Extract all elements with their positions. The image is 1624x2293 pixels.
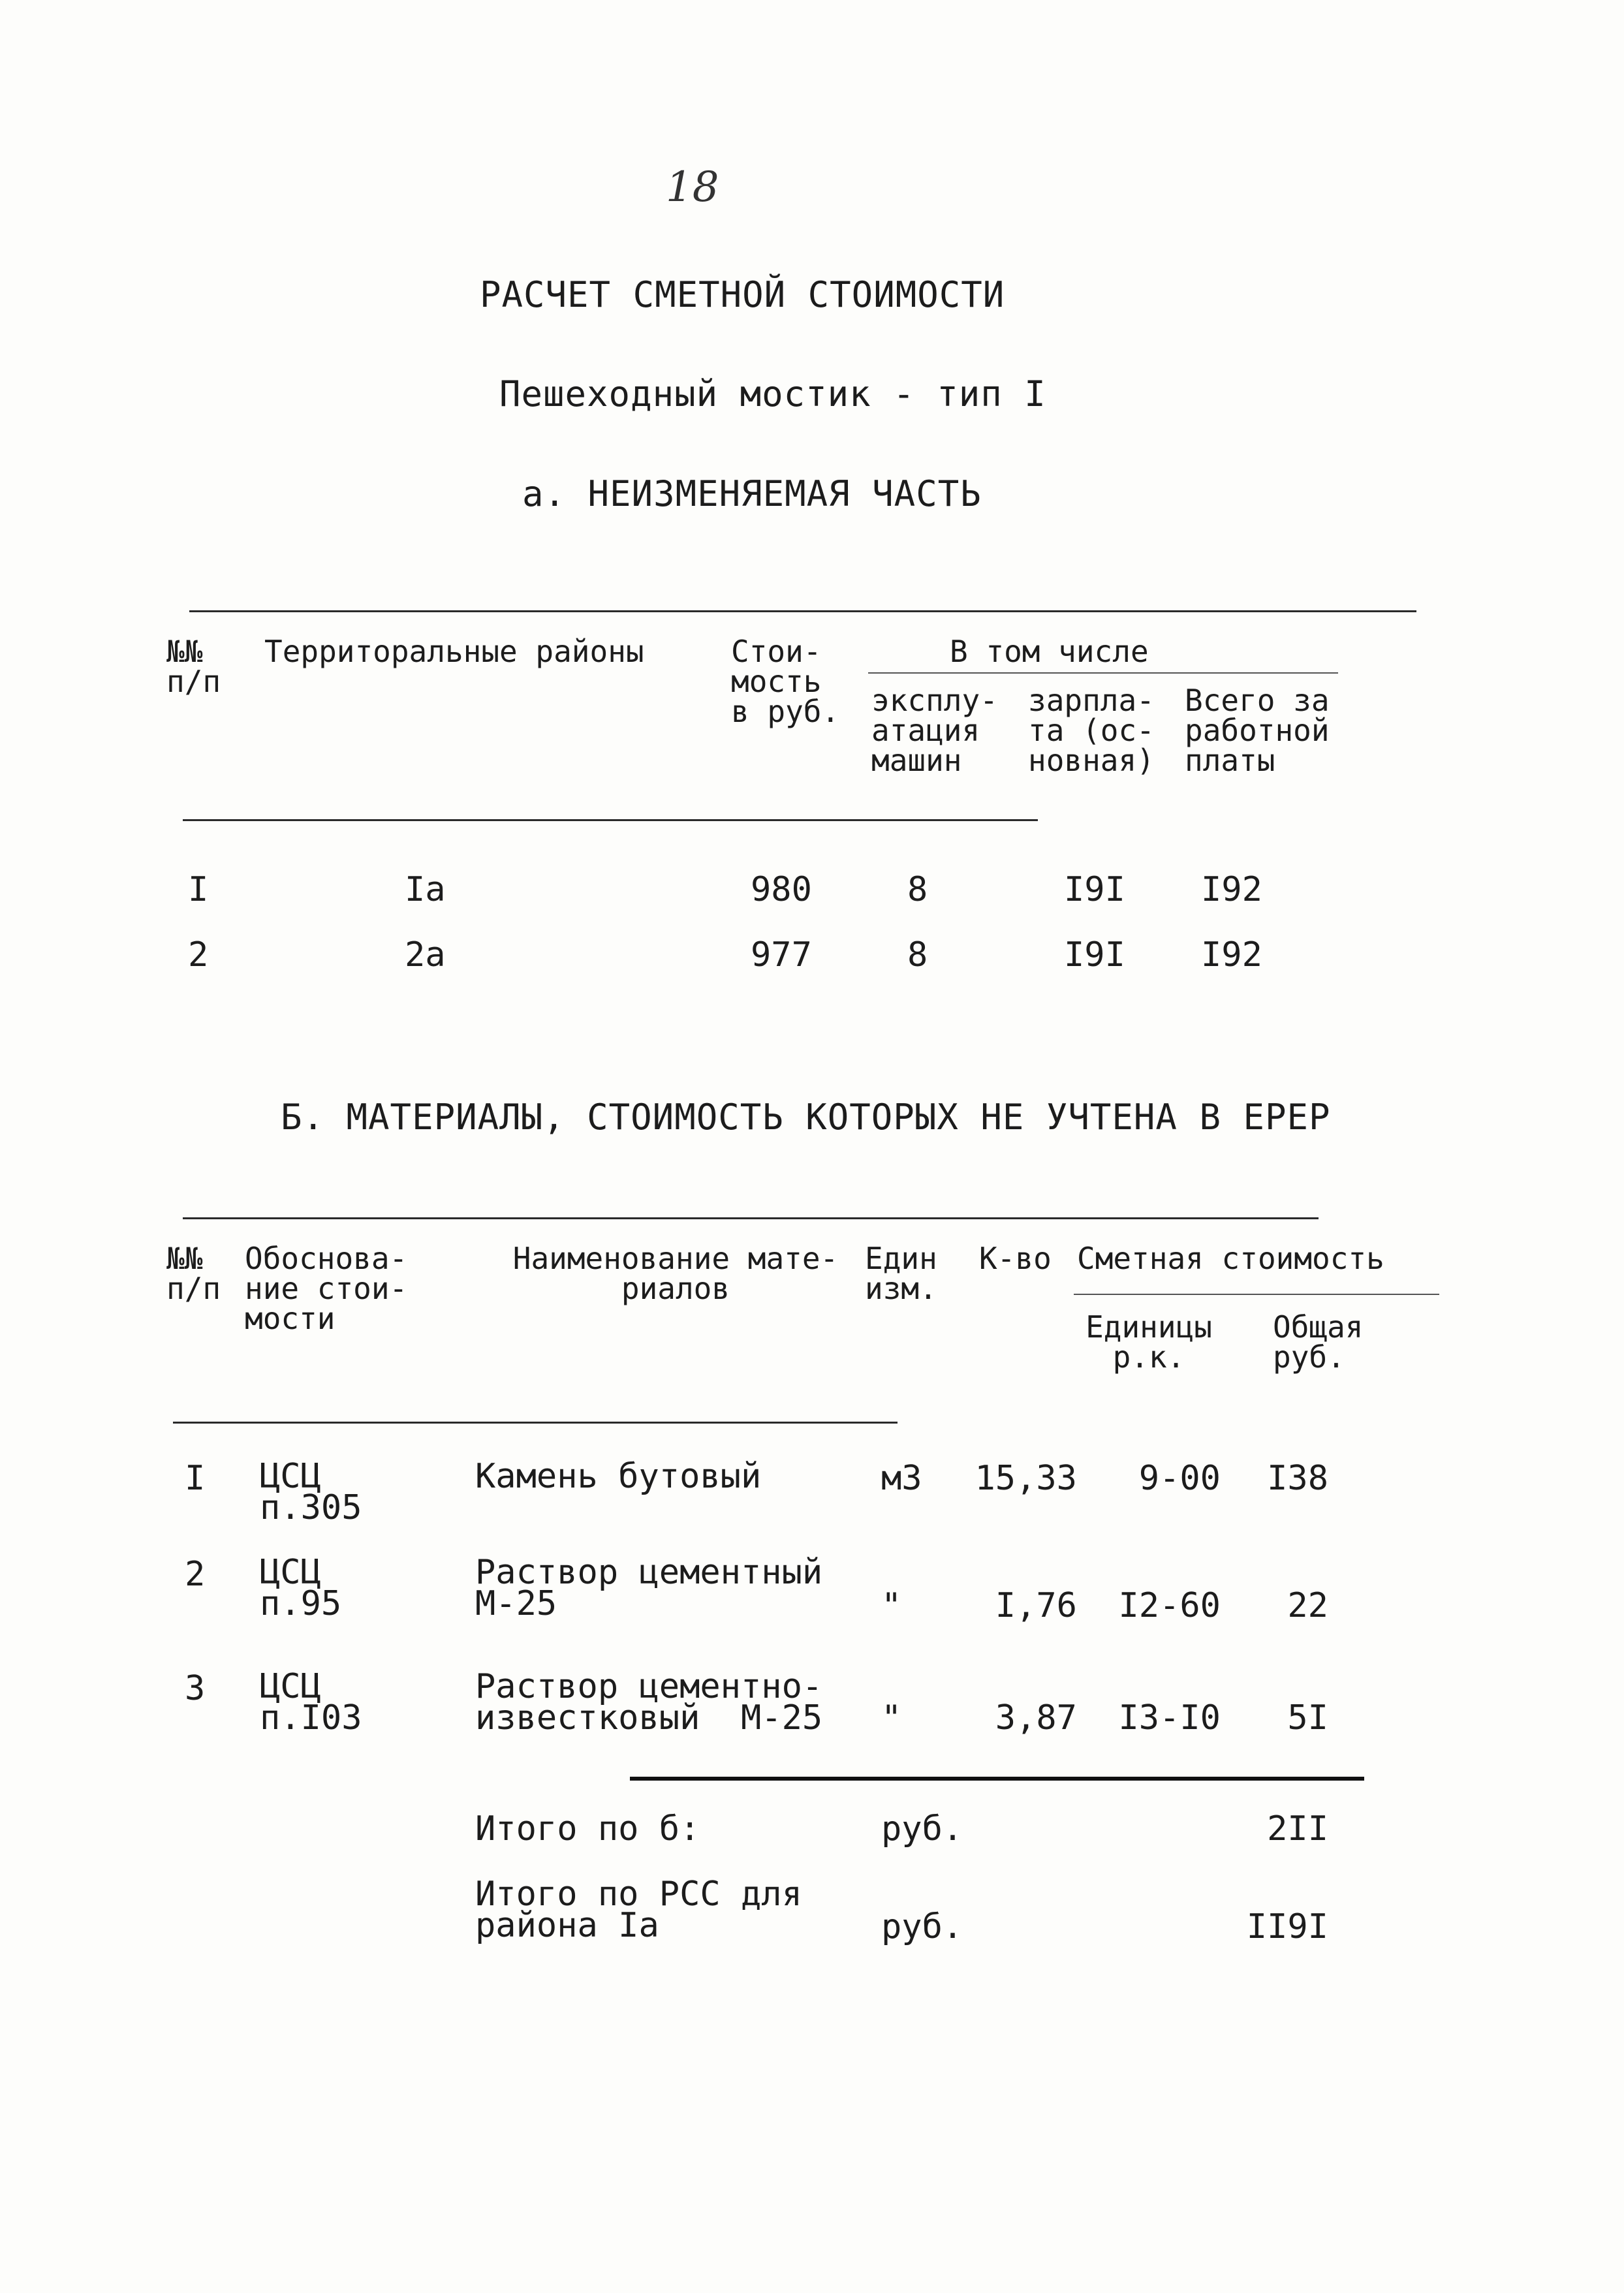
table-a-header-salary: зарпла- та (ос- новная)	[1028, 683, 1155, 778]
section-b-heading: Б. МАТЕРИАЛЫ, СТОИМОСТЬ КОТОРЫХ НЕ УЧТЕНА В ЕРЕР	[281, 1097, 1331, 1138]
table-a-header-num: №№ п/п	[166, 634, 221, 699]
row-total-cost: 5I	[1287, 1698, 1328, 1738]
table-a-top-rule	[189, 610, 1416, 612]
row-quantity: I,76	[995, 1586, 1077, 1625]
section-a-heading: а. НЕИЗМЕНЯЕМАЯ ЧАСТЬ	[522, 473, 982, 514]
table-a-header-total-salary: Всего за работной платы	[1185, 683, 1330, 778]
table-b-header-total: Общая руб.	[1273, 1309, 1364, 1375]
table-b-subheader-rule	[1074, 1294, 1439, 1295]
row-num: 3	[185, 1669, 206, 1708]
row-basis: ЦСЦ п.95	[260, 1553, 342, 1623]
totals-rule	[630, 1777, 1364, 1781]
table-a-header-bottom-rule	[183, 819, 1038, 821]
page-number: 18	[666, 163, 719, 211]
row-unit: "	[881, 1586, 902, 1625]
row-unit-price: I3-I0	[1118, 1698, 1221, 1738]
row-num: I	[188, 870, 209, 909]
row-machines: 8	[907, 870, 928, 909]
row-salary: I9I	[1064, 870, 1125, 909]
row-cost: 977	[751, 935, 812, 975]
table-a-header-including: В том числе	[950, 634, 1149, 669]
table-b-header-per-unit: Единицы р.к.	[1085, 1309, 1212, 1375]
table-b-header-basis: Обоснова- ние стои- мости	[245, 1241, 408, 1336]
total-value: II9I	[1246, 1907, 1328, 1946]
table-a-header-machines: эксплу- атация машин	[871, 683, 998, 778]
row-region: Iа	[405, 870, 446, 909]
row-machines: 8	[907, 935, 928, 975]
row-num: 2	[188, 935, 209, 975]
table-b-header-num: №№ п/п	[166, 1241, 221, 1306]
table-b-header-bottom-rule	[173, 1422, 898, 1424]
total-value: 2II	[1267, 1809, 1328, 1848]
row-material-name: Камень бутовый	[475, 1457, 762, 1496]
row-quantity: 15,33	[975, 1459, 1077, 1498]
row-material-name: Раствор цементный М-25	[475, 1553, 823, 1623]
row-unit-price: 9-00	[1138, 1459, 1221, 1498]
total-unit: руб.	[881, 1907, 963, 1946]
table-b-header-estimated: Сметная стоимость	[1077, 1241, 1384, 1276]
row-total-cost: I38	[1267, 1459, 1328, 1498]
table-b-header-name: Наименование мате- риалов	[512, 1241, 839, 1306]
row-total-salary: I92	[1201, 870, 1262, 909]
total-unit: руб.	[881, 1809, 963, 1848]
table-a-header-cost: Стои- мость в руб.	[731, 634, 840, 729]
total-label: Итого по б:	[475, 1809, 700, 1848]
table-b-top-rule	[183, 1217, 1319, 1219]
row-material-name: Раствор цементно- известковый М-25	[475, 1667, 823, 1738]
row-unit: м3	[881, 1459, 922, 1498]
table-a-subheader-rule	[868, 672, 1338, 674]
row-total-salary: I92	[1201, 935, 1262, 975]
table-b-header-unit: Един изм.	[865, 1241, 937, 1306]
row-region: 2а	[405, 935, 446, 975]
row-num: 2	[185, 1555, 206, 1594]
row-unit: "	[881, 1698, 902, 1738]
row-num: I	[185, 1459, 206, 1498]
document-subtitle: Пешеходный мостик - тип I	[499, 373, 1046, 414]
row-basis: ЦСЦ п.I03	[260, 1667, 362, 1738]
row-unit-price: I2-60	[1118, 1586, 1221, 1625]
row-basis: ЦСЦ п.305	[260, 1457, 362, 1527]
document-title: РАСЧЕТ СМЕТНОЙ СТОИМОСТИ	[480, 274, 1005, 315]
row-quantity: 3,87	[995, 1698, 1077, 1738]
table-a-header-regions: Территоральные районы	[264, 634, 644, 669]
row-salary: I9I	[1064, 935, 1125, 975]
total-label: Итого по РСС для района Iа	[475, 1875, 802, 1945]
row-cost: 980	[751, 870, 812, 909]
row-total-cost: 22	[1287, 1586, 1328, 1625]
table-b-header-qty: К-во	[979, 1241, 1052, 1276]
